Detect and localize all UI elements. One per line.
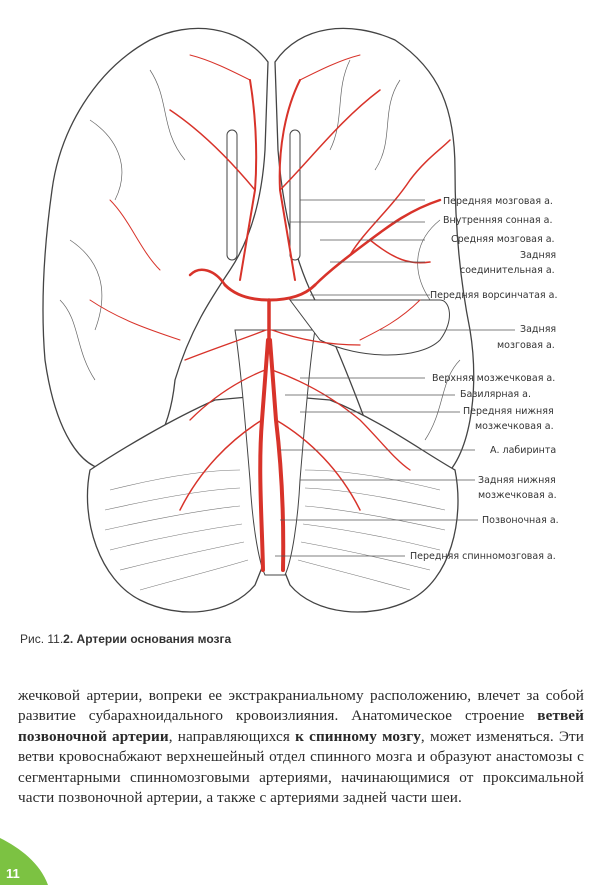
label-anterior-cerebral-artery: Передняя мозговая а. (443, 196, 553, 207)
label-aica-1: Передняя нижняя (463, 406, 554, 417)
label-middle-cerebral-artery: Средняя мозговая а. (451, 234, 555, 245)
body-bold-2: к спинному мозгу (295, 727, 421, 745)
label-posterior-communicating-1: Задняя (520, 250, 557, 261)
label-pica-2: мозжечковая а. (478, 490, 557, 501)
body-text-2: , направляющихся (168, 727, 296, 745)
label-anterior-choroidal-artery: Передняя ворсинчатая а. (430, 290, 558, 301)
caption-title: Артерии основания мозга (76, 632, 232, 646)
body-paragraph (18, 686, 584, 808)
label-basilar-artery: Базилярная а. (460, 389, 531, 400)
label-posterior-cerebral-2: мозговая а. (497, 340, 555, 351)
body-text-3: , может изменяться. Эти ветви кровоснабжают верхнешейный отдел спинного мозга и образуют анастомозы с сегментарными спинномозговыми артериями, начинающимися от проксимальной части позвоночной артерии, а также с артериями задней части шеи. (18, 727, 584, 807)
label-internal-carotid-artery: Внутренняя сонная а. (443, 215, 553, 226)
caption-number: 2. (63, 632, 74, 646)
label-pica-1: Задняя нижняя (478, 475, 556, 486)
caption-prefix: Рис. 11. (20, 632, 64, 646)
label-superior-cerebellar-artery: Верхняя мозжечковая а. (432, 373, 556, 384)
figure-caption (20, 632, 231, 646)
label-posterior-cerebral-1: Задняя (520, 324, 557, 335)
label-posterior-communicating-2: соединительная а. (460, 265, 555, 276)
page-number: 11 (6, 866, 20, 881)
label-vertebral-artery: Позвоночная а. (482, 515, 559, 526)
body-text-1: жечковой артерии, вопреки ее экстракраниальному расположению, влечет за собой развитие субарахноидального кровоизлияния. Анатомическое строение (18, 687, 584, 725)
label-anterior-spinal-artery: Передняя спинномозговая а. (410, 551, 556, 562)
label-labyrinthine-artery: А. лабиринта (490, 445, 557, 456)
label-aica-2: мозжечковая а. (475, 421, 554, 432)
body-bold-1: ветвей позвоночной артерии (18, 707, 584, 745)
